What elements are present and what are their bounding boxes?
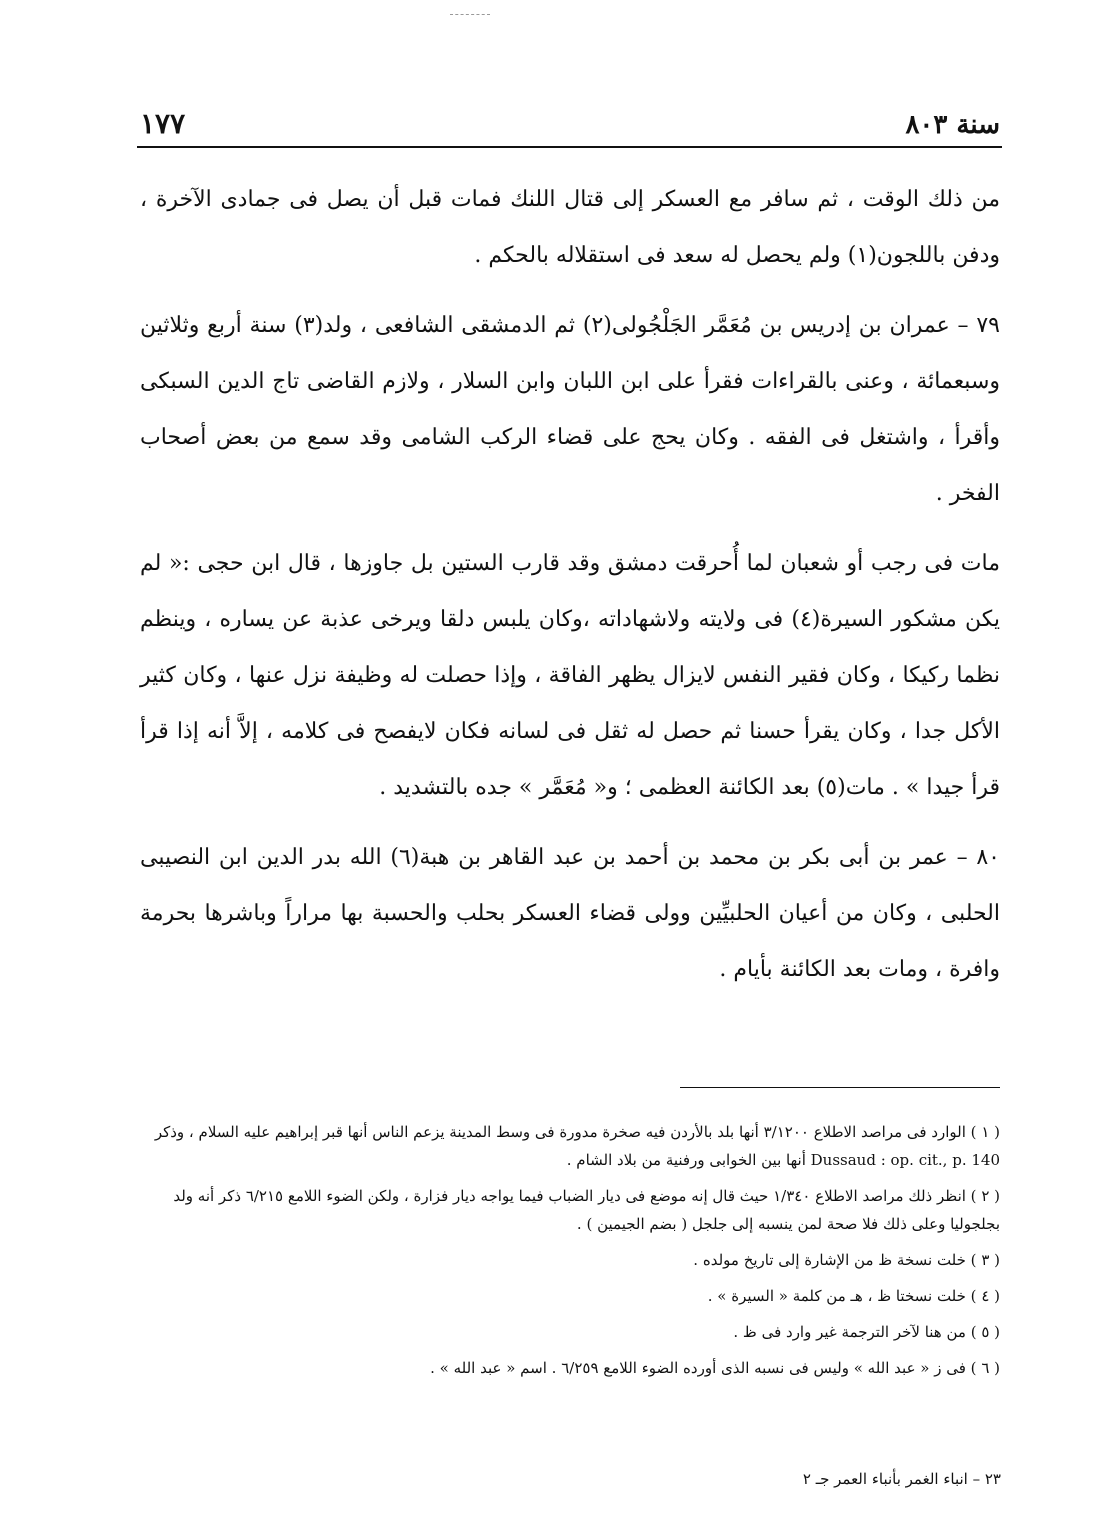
footnote-rule <box>680 1087 1000 1088</box>
footnotes <box>150 1118 1000 1390</box>
paragraph: من ذلك الوقت ، ثم سافر مع العسكر إلى قتال اللنك فمات قبل أن يصل فى جمادى الآخرة ، ودفن باللجون(١) ولم يحصل له سعد فى استقلاله بالحكم . <box>140 187 1000 268</box>
paragraph: ٨٠ – عمر بن أبى بكر بن محمد بن أحمد بن عبد القاهر بن هبة(٦) الله بدر الدين ابن النصيبى الحلبى ، وكان من أعيان الحلبيِّين وولى قضاء العسكر بحلب والحسبة بها مراراً وباشرها بحرمة وافرة ، ومات بعد الكائنة بأيام . <box>140 845 1000 982</box>
footnote: ( ٢ ) انظر ذلك مراصد الاطلاع ١/٣٤٠ حيث قال إنه موضع فى ديار الضباب فيما يواجه ديار فزارة ، ولكن الضوء اللامع ٦/٢١٥ ذكر أنه ولد بجلجوليا وعلى ذلك فلا صحة لمن ينسبه إلى جلجل ( بضم الجيمين ) . <box>173 1187 1000 1233</box>
footnote: ( ٥ ) من هنا لآخر الترجمة غير وارد فى ظ . <box>733 1323 1000 1341</box>
footnote: ( ٣ ) خلت نسخة ظ من الإشارة إلى تاريخ مولده . <box>693 1251 1000 1269</box>
running-header <box>140 100 1000 140</box>
paragraph: مات فى رجب أو شعبان لما أُحرقت دمشق وقد قارب الستين بل جاوزها ، قال ابن حجى :« لم يكن مشكور السيرة(٤) فى ولايته ولاشهاداته ،وكان يلبس دلقا ويرخى عذبة عن يساره ، وينظم نظما ركيكا ، وكان فقير النفس لايزال يظهر الفاقة ، وإذا حصلت له وظيفة نزل عنها ، وكان كثير الأكل جدا ، وكان يقرأ حسنا ثم حصل له ثقل فى لسانه فكان لايفصح فى كلامه ، إلاَّ أنه إذا قرأ قرأ جيدا » . مات(٥) بعد الكائنة العظمى ؛ و« مُعَمَّر » جده بالتشديد . <box>140 551 1001 800</box>
paragraph: ٧٩ – عمران بن إدريس بن مُعَمَّر الجَلْجُولى(٢) ثم الدمشقى الشافعى ، ولد(٣) سنة أربع وثلاثين وسبعمائة ، وعنى بالقراءات فقرأ على ابن اللبان وابن السلار ، ولازم القاضى تاج الدين السبكى وأقرأ ، واشتغل فى الفقه . وكان يحج على قضاء الركب الشامى وقد سمع من بعض أصحاب الفخر . <box>140 313 1000 506</box>
footnote: ( ٦ ) فى ز « عبد الله » وليس فى نسبه الذى أورده الضوء اللامع ٦/٢٥٩ . اسم « عبد الله » . <box>430 1359 1000 1377</box>
footnote: ( ٤ ) خلت نسختا ظ ، هـ من كلمة « السيرة » . <box>707 1287 1000 1305</box>
top-scan-mark <box>450 14 490 15</box>
footnote: ( ١ ) الوارد فى مراصد الاطلاع ٣/١٢٠٠ أنها بلد بالأردن فيه صخرة مدورة فى وسط المدينة يزعم الناس أنها قبر إبراهيم عليه السلام ، وذكر Dussaud : op. cit., p. 140 أنها بين الخوابى ورفنية من بلاد الشام . <box>154 1123 1000 1169</box>
page-number: ١٧٧ <box>140 107 186 140</box>
main-text <box>140 172 1000 1012</box>
year-heading: سنة ٨٠٣ <box>905 110 1000 140</box>
header-rule <box>137 146 1002 148</box>
signature-line: ٢٣ – انباء الغمر بأنباء العمر جـ ٢ <box>802 1470 1001 1488</box>
